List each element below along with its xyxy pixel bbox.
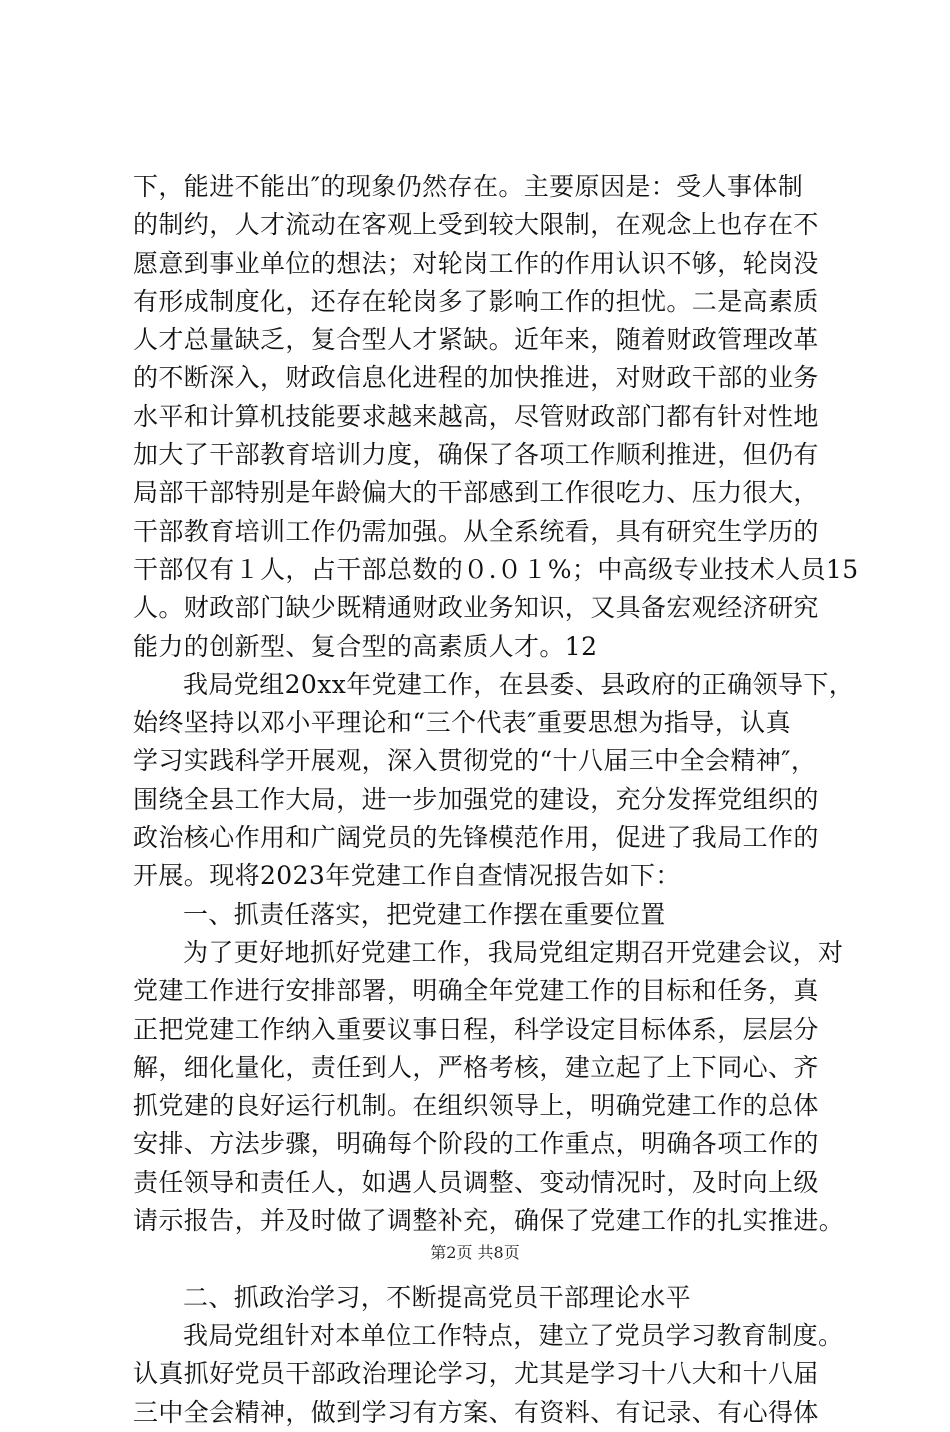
text-line: 的不断深入，财政信息化进程的加快推进，对财政干部的业务 <box>133 363 819 393</box>
text-line: 能力的创新型、复合型的高素质人才。12 <box>133 631 598 661</box>
paragraph-start-line: 我局党组20xx年党建工作，在县委、县政府的正确领导下， <box>183 669 855 699</box>
page-number-footer: 第2页 共8页 <box>430 1243 520 1262</box>
section-heading-1: 一、抓责任落实，把党建工作摆在重要位置 <box>183 899 666 929</box>
text-line: 干部教育培训工作仍需加强。从全系统看，具有研究生学历的 <box>133 516 819 546</box>
text-line: 下，能进不能出″的现象仍然存在。主要原因是：受人事体制 <box>133 172 804 201</box>
text-line: 围绕全县工作大局，进一步加强党的建设，充分发挥党组织的 <box>133 784 819 814</box>
text-line: 党建工作进行安排部署，明确全年党建工作的目标和任务，真 <box>133 976 819 1006</box>
text-line: 学习实践科学开展观，深入贯彻党的“十八届三中全会精神″， <box>133 746 817 776</box>
text-line: 的制约，人才流动在客观上受到较大限制，在观念上也存在不 <box>133 210 819 240</box>
text-line: 抓党建的良好运行机制。在组织领导上，明确党建工作的总体 <box>133 1091 819 1121</box>
text-line: 认真抓好党员干部政治理论学习，尤其是学习十八大和十八届 <box>133 1359 819 1389</box>
text-line: 局部干部特别是年龄偏大的干部感到工作很吃力、压力很大， <box>133 478 819 508</box>
text-line: 正把党建工作纳入重要议事日程，科学设定目标体系，层层分 <box>133 1014 819 1044</box>
text-line: 人才总量缺乏，复合型人才紧缺。近年来，随着财政管理改革 <box>133 325 819 355</box>
paragraph-start-line: 为了更好地抓好党建工作，我局党组定期召开党建会议，对 <box>183 937 844 967</box>
text-line: 请示报告，并及时做了调整补充，确保了党建工作的扎实推进。 <box>133 1206 845 1236</box>
text-line: 加大了干部教育培训力度，确保了各项工作顺利推进，但仍有 <box>133 440 819 470</box>
text-line: 愿意到事业单位的想法；对轮岗工作的作用认识不够，轮岗没 <box>133 248 819 278</box>
text-line: 始终坚持以邓小平理论和“三个代表″重要思想为指导，认真 <box>133 708 791 738</box>
text-line: 三中全会精神，做到学习有方案、有资料、有记录、有心得体 <box>133 1397 819 1427</box>
text-line: 政治核心作用和广阔党员的先锋模范作用，促进了我局工作的 <box>133 823 819 853</box>
text-line: 责任领导和责任人，如遇人员调整、变动情况时，及时向上级 <box>133 1167 819 1197</box>
text-line: 干部仅有１人，占干部总数的０.０１%；中高级专业技术人员15 <box>133 554 859 584</box>
text-line: 有形成制度化，还存在轮岗多了影响工作的担忧。二是高素质 <box>133 286 819 316</box>
paragraph-start-line: 我局党组针对本单位工作特点，建立了党员学习教育制度。 <box>183 1320 844 1350</box>
text-line: 人。财政部门缺少既精通财政业务知识，又具备宏观经济研究 <box>133 593 819 623</box>
text-line: 安排、方法步骤，明确每个阶段的工作重点，明确各项工作的 <box>133 1129 819 1159</box>
text-line: 水平和计算机技能要求越来越高，尽管财政部门都有针对性地 <box>133 401 819 431</box>
text-line: 解，细化量化，责任到人，严格考核，建立起了上下同心、齐 <box>133 1052 819 1082</box>
section-heading-2: 二、抓政治学习，不断提高党员干部理论水平 <box>183 1282 692 1312</box>
text-line: 开展。现将2023年党建工作自查情况报告如下： <box>133 861 681 891</box>
